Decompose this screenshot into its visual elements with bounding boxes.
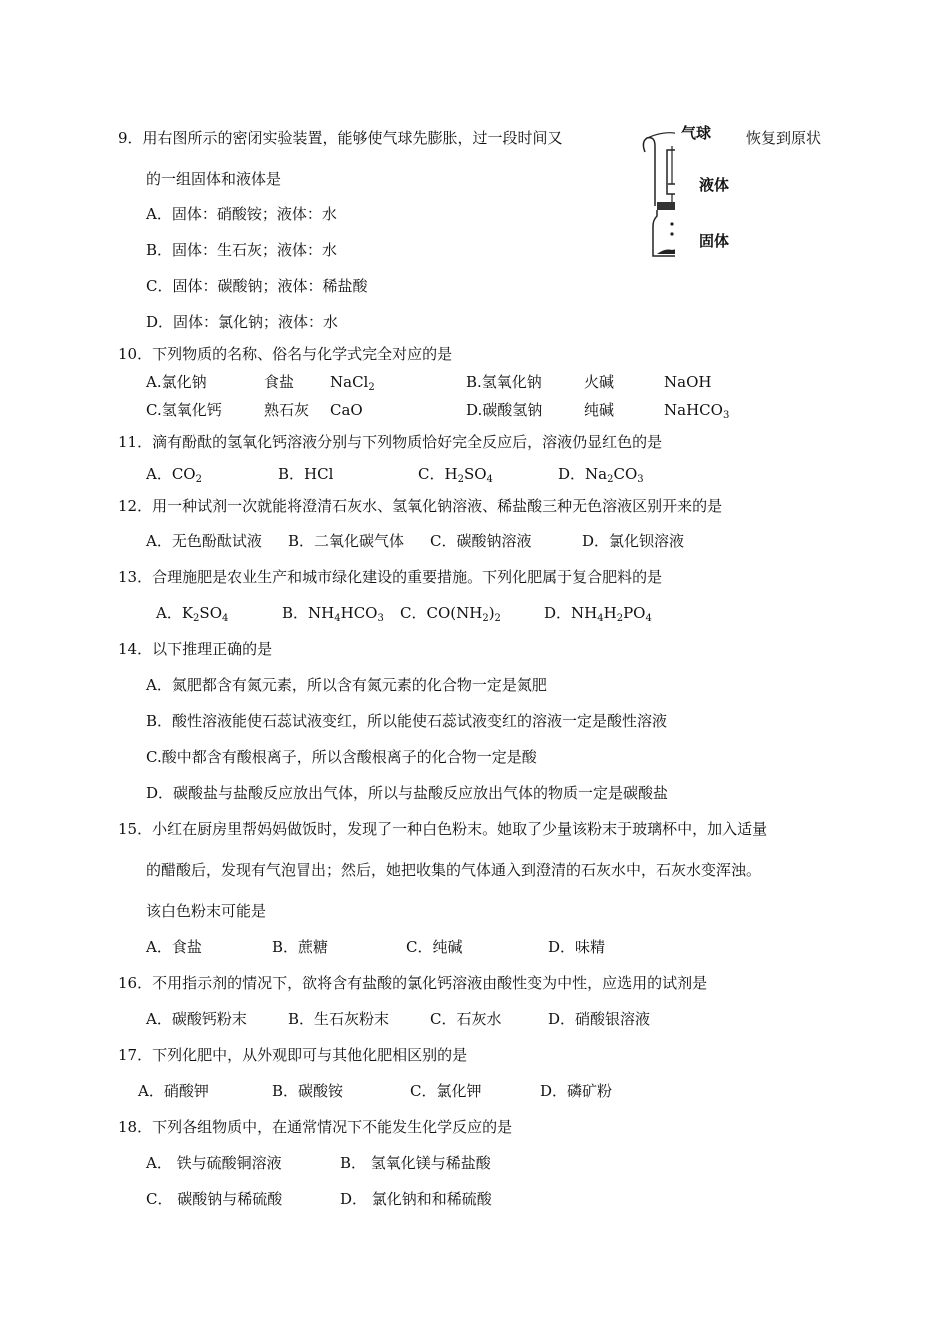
q9-stem-line1-tail: 恢复到原状 <box>746 129 822 147</box>
q13-option-b: B．$NH_4HCO_3$ <box>282 604 384 624</box>
q12-option-b: B．二氧化碳气体 <box>288 532 405 550</box>
q12-option-d: D．氯化钡溶液 <box>582 532 685 550</box>
q10-d-label: D.碳酸氢钠 <box>466 401 543 419</box>
q11-option-d: D．$Na_2CO_3$ <box>558 465 644 485</box>
q9-stem-line1: 9．用右图所示的密闭实验装置，能够使气球先膨胀，过一段时间又 <box>118 129 563 147</box>
liquid-label: 液体 <box>699 176 730 194</box>
q10-stem: 10．下列物质的名称、俗名与化学式完全对应的是 <box>118 345 453 363</box>
apparatus-figure <box>635 124 735 264</box>
q16-option-b: B．生石灰粉末 <box>288 1010 390 1028</box>
q17-option-c: C．氯化钾 <box>410 1082 482 1100</box>
q11-option-a: A．$CO_2$ <box>146 465 202 485</box>
balloon-label: 气球 <box>681 124 712 142</box>
q10-b-label: B.氢氧化钠 <box>466 373 542 391</box>
q13-option-a: A．$K_2SO_4$ <box>156 604 229 624</box>
q15-stem-line1: 15．小红在厨房里帮妈妈做饭时，发现了一种白色粉末。她取了少量该粉末于玻璃杯中，加入适量 <box>118 820 768 838</box>
q9-option-a: A．固体：硝酸铵；液体：水 <box>146 205 337 223</box>
q10-a-formula: NaCl$_2$ <box>330 373 375 393</box>
q10-d-formula: NaHCO$_3$ <box>664 401 730 421</box>
q16-option-a: A．碳酸钙粉末 <box>146 1010 247 1028</box>
q10-c-common: 熟石灰 <box>264 401 310 419</box>
q10-a-common: 食盐 <box>264 373 295 391</box>
q12-option-c: C．碳酸钠溶液 <box>430 532 532 550</box>
q9-option-d: D．固体：氯化钠；液体：水 <box>146 313 339 331</box>
q10-b-formula: NaOH <box>664 373 712 391</box>
q15-stem-line3: 该白色粉末可能是 <box>146 902 267 920</box>
q14-stem: 14．以下推理正确的是 <box>118 640 273 658</box>
q15-option-c: C．纯碱 <box>406 938 463 956</box>
q17-stem: 17．下列化肥中，从外观即可与其他化肥相区别的是 <box>118 1046 468 1064</box>
q14-option-b: B．酸性溶液能使石蕊试液变红，所以能使石蕊试液变红的溶液一定是酸性溶液 <box>146 712 668 730</box>
q10-a-label: A.氯化钠 <box>146 373 207 391</box>
q11-stem: 11．滴有酚酞的氢氧化钙溶液分别与下列物质恰好完全反应后，溶液仍显红色的是 <box>118 433 663 451</box>
q16-option-d: D．硝酸银溶液 <box>548 1010 651 1028</box>
q11-option-c: C．$H_2SO_4$ <box>418 465 493 485</box>
q10-b-common: 火碱 <box>584 373 615 391</box>
q9-option-c: C．固体：碳酸钠；液体：稀盐酸 <box>146 277 368 295</box>
q10-c-label: C.氢氧化钙 <box>146 401 222 419</box>
q12-option-a: A．无色酚酞试液 <box>146 532 262 550</box>
q16-option-c: C．石灰水 <box>430 1010 502 1028</box>
q15-option-d: D．味精 <box>548 938 606 956</box>
q10-c-formula: CaO <box>330 401 363 419</box>
q11-option-b: B．HCl <box>278 465 334 483</box>
q13-stem: 13．合理施肥是农业生产和城市绿化建设的重要措施。下列化肥属于复合肥料的是 <box>118 568 663 586</box>
q9-stem-line2: 的一组固体和液体是 <box>146 170 282 188</box>
q18-option-b: B． 氢氧化镁与稀盐酸 <box>340 1154 491 1172</box>
q18-option-d: D． 氯化钠和和稀硫酸 <box>340 1190 492 1208</box>
q14-option-d: D．碳酸盐与盐酸反应放出气体，所以与盐酸反应放出气体的物质一定是碳酸盐 <box>146 784 669 802</box>
q12-stem: 12．用一种试剂一次就能将澄清石灰水、氢氧化钠溶液、稀盐酸三种无色溶液区别开来的是 <box>118 497 723 515</box>
q17-option-a: A．硝酸钾 <box>138 1082 209 1100</box>
q14-option-a: A．氮肥都含有氮元素，所以含有氮元素的化合物一定是氮肥 <box>146 676 547 694</box>
apparatus-drawing <box>635 124 675 264</box>
q15-option-a: A．食盐 <box>146 938 202 956</box>
q16-stem: 16．不用指示剂的情况下，欲将含有盐酸的氯化钙溶液由酸性变为中性，应选用的试剂是 <box>118 974 708 992</box>
q14-option-c: C.酸中都含有酸根离子，所以含酸根离子的化合物一定是酸 <box>146 748 537 766</box>
solid-label: 固体 <box>699 232 730 250</box>
q13-option-d: D．$NH_4H_2PO_4$ <box>544 604 652 624</box>
q17-option-b: B．碳酸铵 <box>272 1082 344 1100</box>
q15-option-b: B．蔗糖 <box>272 938 329 956</box>
q9-option-b: B．固体：生石灰；液体：水 <box>146 241 338 259</box>
q17-option-d: D．磷矿粉 <box>540 1082 613 1100</box>
q13-option-c: C．$CO(NH_2)_2$ <box>400 604 501 624</box>
q10-d-common: 纯碱 <box>584 401 615 419</box>
q18-stem: 18．下列各组物质中，在通常情况下不能发生化学反应的是 <box>118 1118 513 1136</box>
q18-option-c: C． 碳酸钠与稀硫酸 <box>146 1190 283 1208</box>
q15-stem-line2: 的醋酸后，发现有气泡冒出；然后，她把收集的气体通入到澄清的石灰水中，石灰水变浑浊。 <box>146 861 762 879</box>
q18-option-a: A． 铁与硫酸铜溶液 <box>146 1154 282 1172</box>
